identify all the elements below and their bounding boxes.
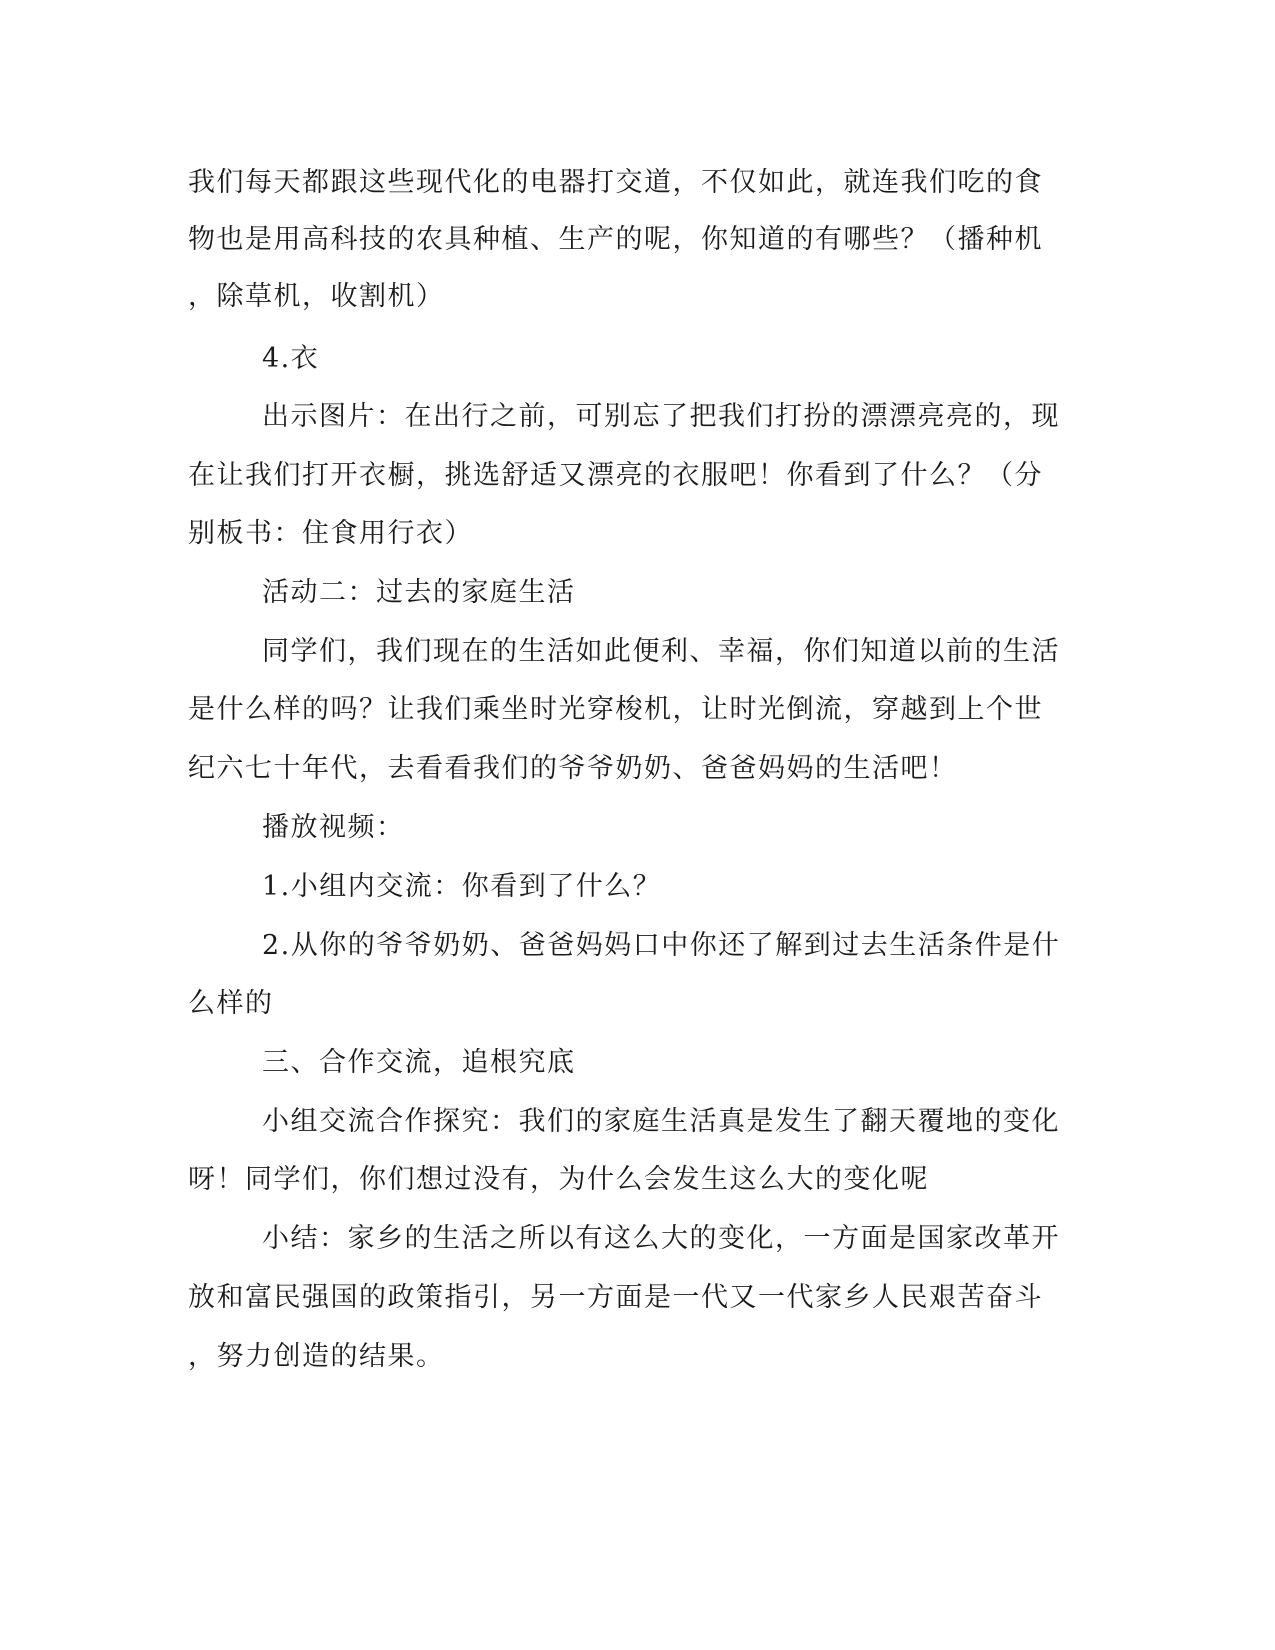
list-item: 2.从你的爷爷奶奶、爸爸妈妈口中你还了解到过去生活条件是什 — [262, 930, 1061, 961]
text-line: ，努力创造的结果。 — [188, 1341, 445, 1372]
text-line: 同学们，我们现在的生活如此便利、幸福，你们知道以前的生活 — [262, 636, 1060, 667]
text-line: 呀！同学们，你们想过没有，为什么会发生这么大的变化呢 — [188, 1164, 929, 1195]
text-line: 纪六七十年代，去看看我们的爷爷奶奶、爸爸妈妈的生活吧！ — [188, 753, 958, 784]
text-line: 别板书：住食用行衣） — [188, 518, 473, 549]
section-heading: 4.衣 — [262, 343, 320, 374]
activity-heading: 活动二：过去的家庭生活 — [262, 577, 576, 608]
text-line: 播放视频： — [262, 812, 405, 843]
text-line: 小组交流合作探究：我们的家庭生活真是发生了翻天覆地的变化 — [262, 1106, 1060, 1137]
text-line: 我们每天都跟这些现代化的电器打交道，不仅如此，就连我们吃的食 — [188, 167, 1043, 198]
text-line: 是什么样的吗？让我们乘坐时光穿梭机，让时光倒流，穿越到上个世 — [188, 694, 1043, 725]
text-line: 么样的 — [188, 988, 274, 1019]
text-line: 小结：家乡的生活之所以有这么大的变化，一方面是国家改革开 — [262, 1223, 1060, 1254]
text-line: ，除草机，收割机） — [188, 281, 445, 312]
text-line: 出示图片：在出行之前，可别忘了把我们打扮的漂漂亮亮的，现 — [262, 401, 1060, 432]
section-heading: 三、合作交流，追根究底 — [262, 1047, 576, 1078]
text-line: 在让我们打开衣橱，挑选舒适又漂亮的衣服吧！你看到了什么？（分 — [188, 460, 1043, 491]
text-line: 物也是用高科技的农具种植、生产的呢，你知道的有哪些？（播种机 — [188, 224, 1043, 255]
list-item: 1.小组内交流：你看到了什么？ — [262, 871, 662, 902]
text-line: 放和富民强国的政策指引，另一方面是一代又一代家乡人民艰苦奋斗 — [188, 1282, 1043, 1313]
